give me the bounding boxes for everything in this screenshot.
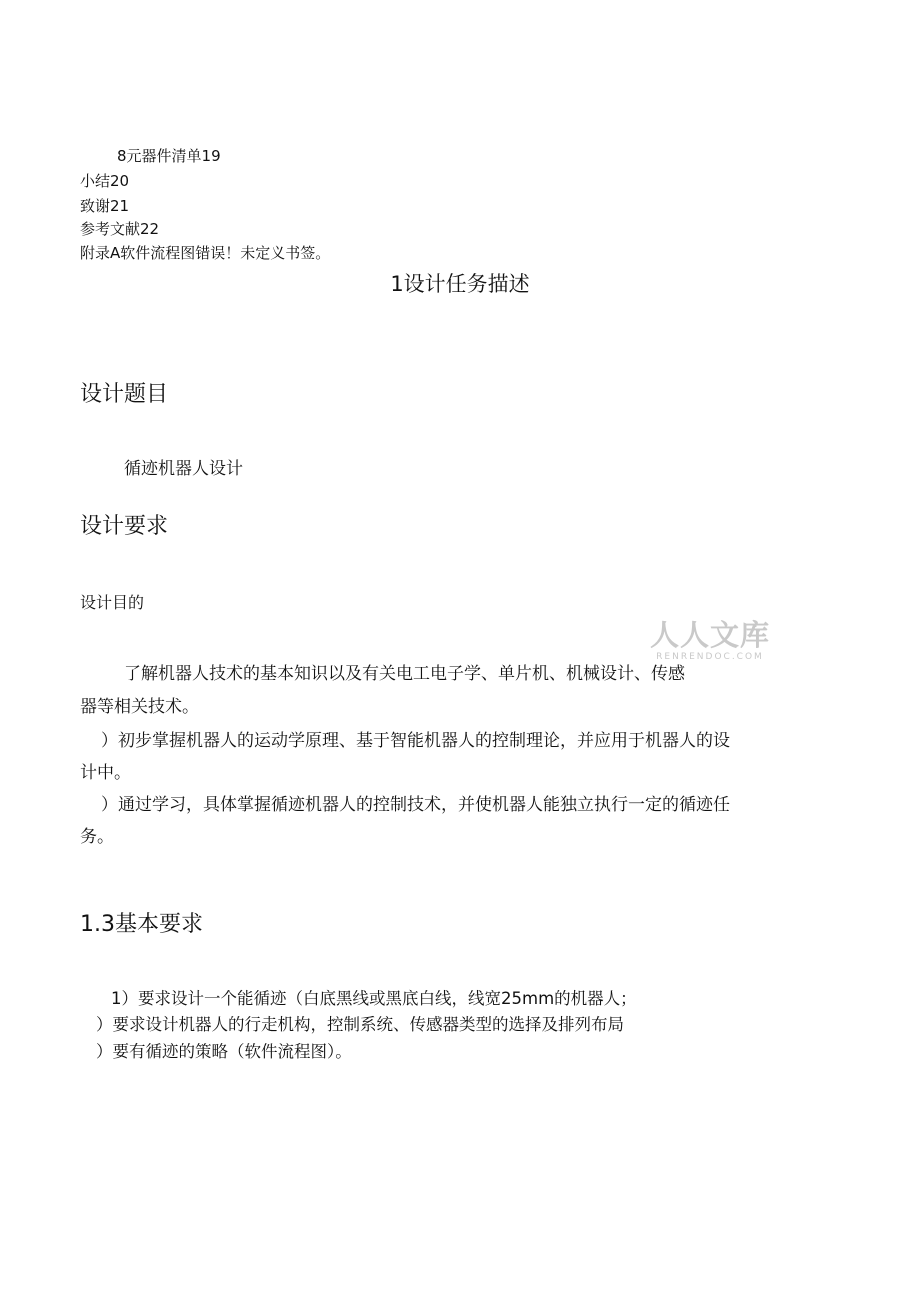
- watermark-domain: RENRENDOC.COM: [656, 652, 764, 662]
- chapter-title: 1设计任务描述: [390, 272, 530, 296]
- purpose-paragraph-line: 务。: [80, 827, 114, 847]
- design-topic-text: 循迹机器人设计: [124, 459, 243, 479]
- section-heading-design-topic: 设计题目: [80, 382, 169, 407]
- toc-entry: 8元器件清单19: [117, 147, 221, 165]
- purpose-paragraph-line: 计中。: [80, 763, 131, 783]
- toc-entry: 小结20: [80, 172, 130, 190]
- toc-entry: 参考文献22: [80, 220, 160, 238]
- requirement-item: ）要求设计机器人的行走机构，控制系统、传感器类型的选择及排列布局: [96, 1015, 624, 1034]
- purpose-paragraph-line: ）初步掌握机器人的运动学原理、基于智能机器人的控制理论，并应用于机器人的设: [101, 731, 730, 751]
- toc-entry: 致谢21: [80, 197, 130, 215]
- subsection-heading-purpose: 设计目的: [80, 593, 145, 612]
- purpose-paragraph-line: 器等相关技术。: [80, 697, 199, 717]
- requirement-item: 1）要求设计一个能循迹（白底黑线或黑底白线，线宽25mm的机器人；: [111, 989, 637, 1008]
- purpose-paragraph-line: ）通过学习，具体掌握循迹机器人的控制技术，并使机器人能独立执行一定的循迹任: [101, 795, 730, 815]
- watermark-logo: [640, 618, 780, 662]
- purpose-paragraph-line: 了解机器人技术的基本知识以及有关电工电子学、单片机、机械设计、传感: [124, 664, 685, 684]
- toc-entry: 附录A软件流程图错误！未定义书签。: [80, 244, 331, 262]
- section-heading-basic-requirements: 1.3基本要求: [80, 912, 203, 937]
- requirement-item: ）要有循迹的策略（软件流程图）。: [96, 1042, 352, 1061]
- watermark-name: 人人文库: [649, 618, 770, 652]
- section-heading-design-requirements: 设计要求: [80, 514, 169, 539]
